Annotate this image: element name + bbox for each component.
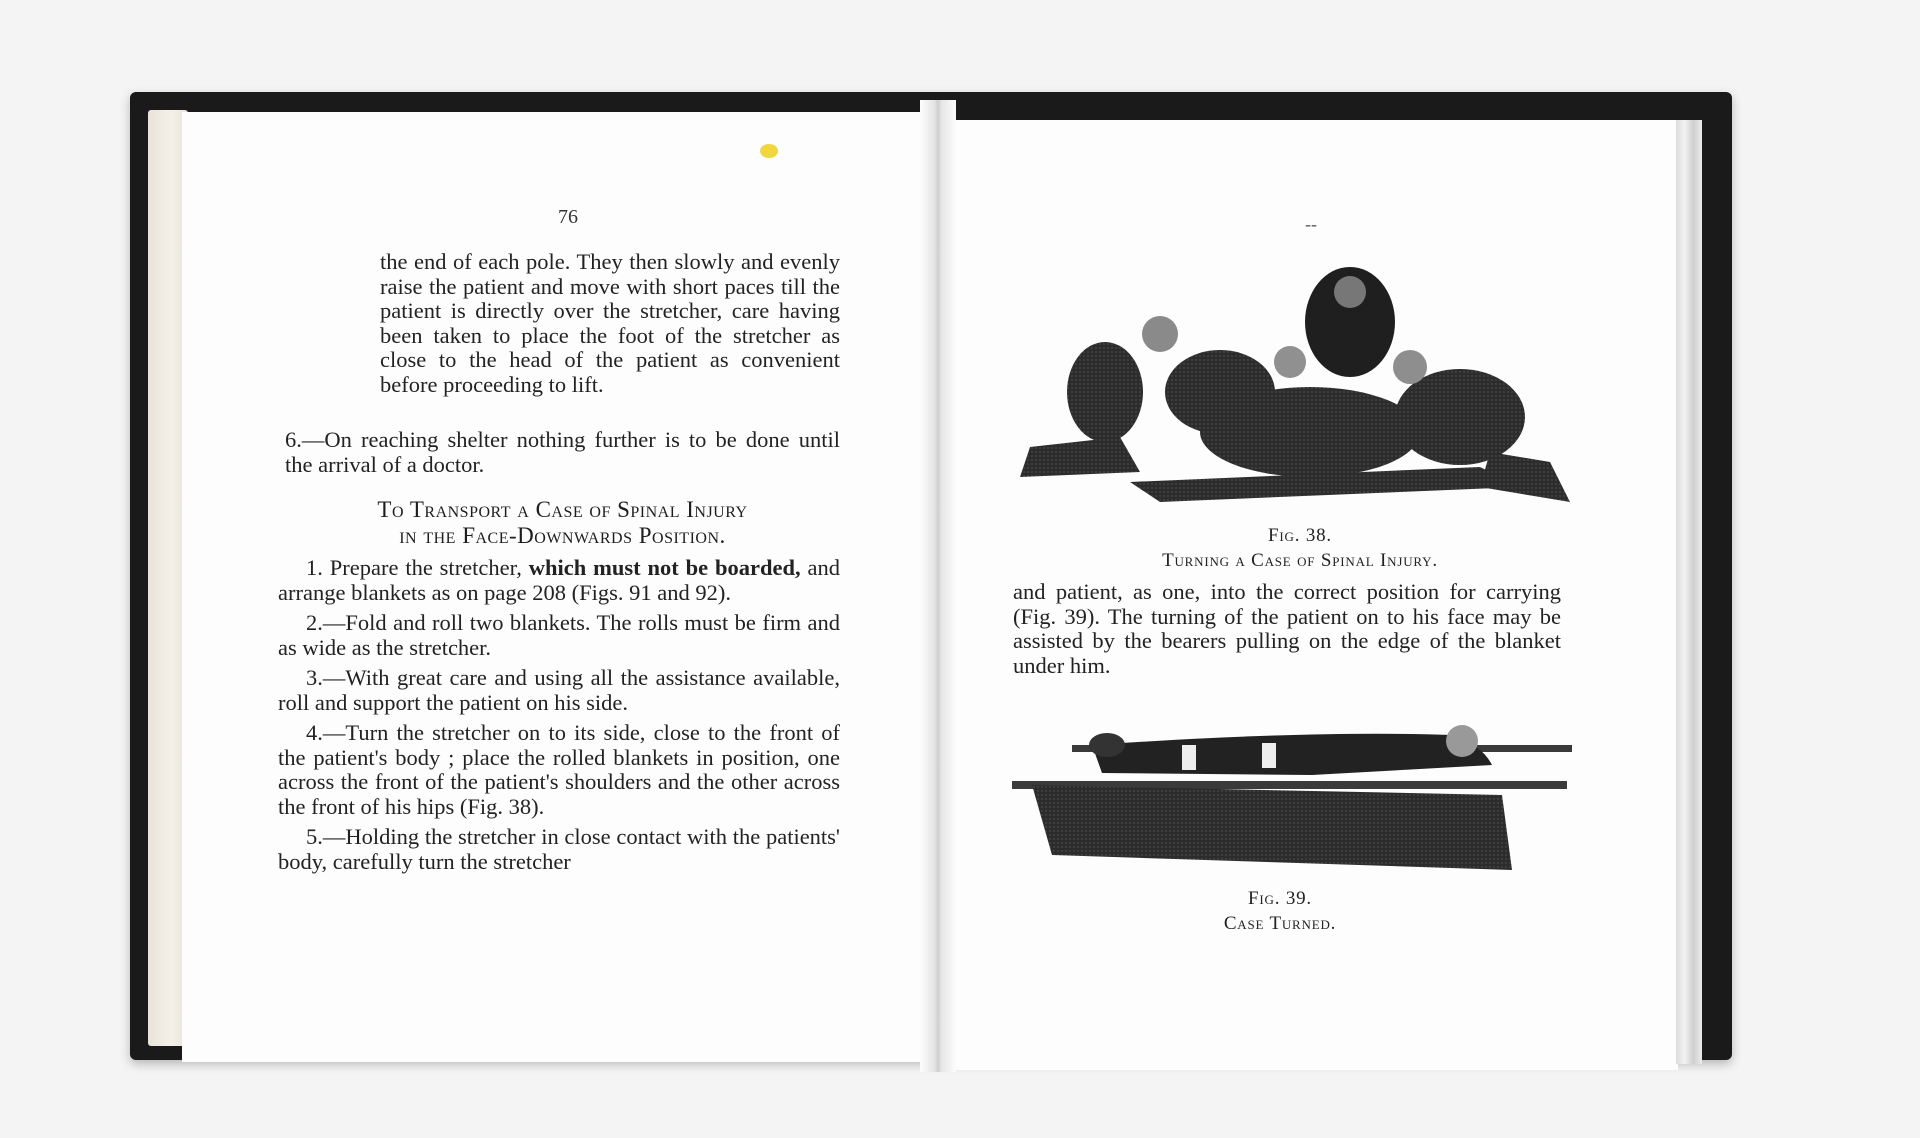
paragraph-6-text: 6.—On reaching shelter nothing further is to be done until the arrival of a doctor.	[285, 427, 840, 477]
page-number: 76	[558, 206, 578, 228]
right-page-body-text: and patient, as one, into the correct position for carrying (Fig. 39). The turning of the patient on to his face may be assisted by the bearers pulling on the edge of the blanket under him.	[1013, 579, 1561, 678]
figure-39-illustration	[1012, 705, 1572, 875]
step-1	[278, 556, 840, 605]
section-heading	[285, 497, 840, 549]
book-gutter	[920, 100, 956, 1072]
step-1-emphasis: which must not be boarded,	[528, 555, 801, 580]
figure-39-label: Fig. 39.	[1248, 888, 1312, 909]
figure-39-caption	[980, 886, 1580, 936]
page-edges-right	[1676, 120, 1702, 1064]
heading-line-1: To Transport a Case of Spinal Injury	[377, 497, 748, 522]
figure-38-label: Fig. 38.	[1268, 525, 1332, 546]
paragraph-6	[285, 428, 840, 477]
figure-39-title: Case Turned.	[1223, 913, 1337, 934]
step-2: 2.—Fold and roll two blankets. The rolls must be firm and as wide as the stretcher.	[278, 610, 840, 660]
continuation-text: the end of each pole. They then slowly and evenly raise the patient and move with short paces till the patient is directly over the stretcher, care having been taken to place the foot of the stretcher as close to the head of the patient as convenient before proceeding to lift.	[380, 249, 840, 397]
step-1-start: 1. Prepare the stretcher,	[306, 555, 522, 580]
step-3: 3.—With great care and using all the assistance available, roll and support the patient on his side.	[278, 665, 840, 715]
step-4: 4.—Turn the stretcher on to its side, close to the front of the patient's body ; place the rolled blankets in position, one across the front of the patient's shoulders and the other across the front of his hips (Fig. 38).	[278, 720, 840, 819]
step-1-end: and arrange blankets as on page 208 (Figs. 91 and 92).	[278, 555, 841, 605]
heading-line-2: in the Face-Downwards Position.	[399, 523, 726, 548]
page-header-mark: --	[1305, 214, 1317, 234]
steps-list	[278, 556, 840, 880]
continuation-paragraph	[380, 250, 840, 397]
figure-38-title: Turning a Case of Spinal Injury.	[1162, 550, 1438, 571]
step-5: 5.—Holding the stretcher in close contact with the patients' body, carefully turn the stretcher	[278, 824, 840, 874]
figure-38-illustration	[1010, 262, 1576, 522]
stain-mark	[760, 144, 778, 158]
figure-38-caption	[1000, 523, 1600, 573]
right-page-paragraph	[1013, 580, 1561, 678]
